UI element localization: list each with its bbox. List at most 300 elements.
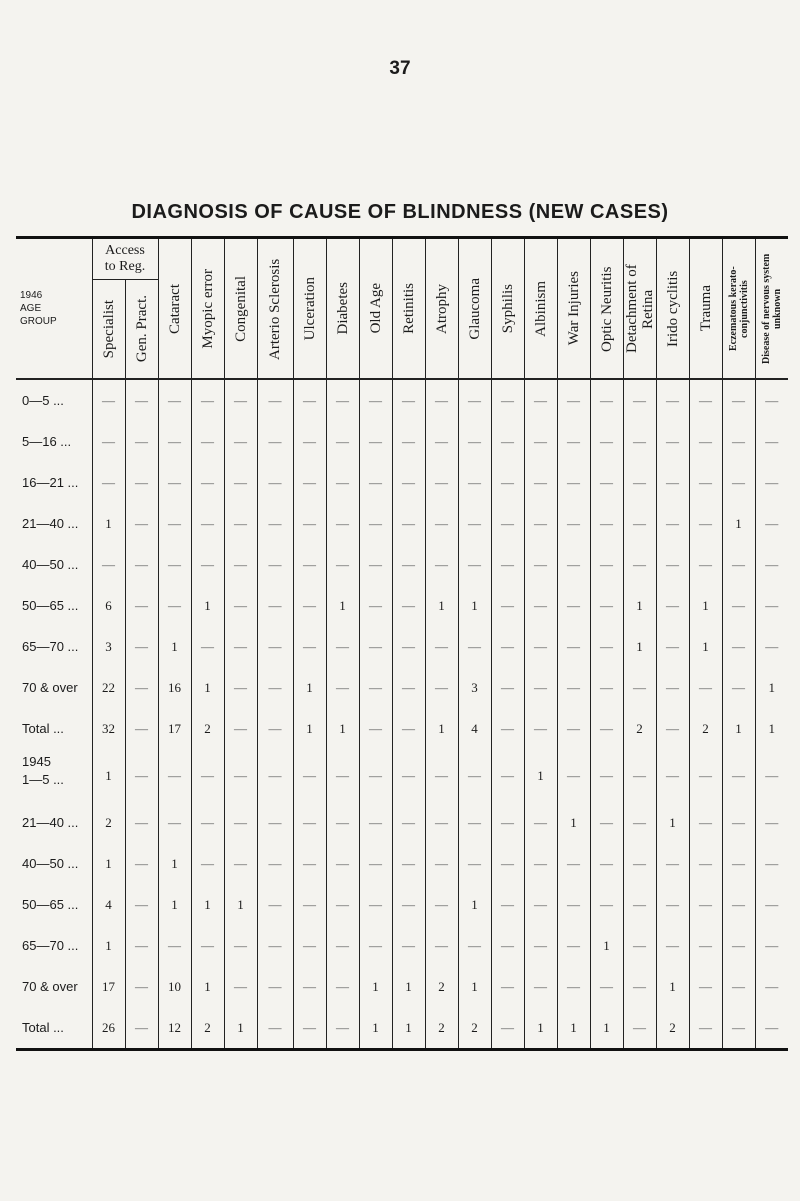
- row-label: 21—40 ...: [16, 503, 92, 544]
- table-cell: —: [656, 421, 689, 462]
- table-cell: —: [158, 462, 191, 503]
- table-cell: —: [458, 749, 491, 802]
- column-header: [590, 238, 623, 380]
- table-cell: —: [524, 503, 557, 544]
- table-cell: 4: [92, 884, 125, 925]
- table-cell: 4: [458, 708, 491, 749]
- table-cell: —: [458, 626, 491, 667]
- table-cell: —: [92, 462, 125, 503]
- table-cell: 1: [92, 749, 125, 802]
- table-cell: —: [293, 749, 326, 802]
- column-header: [293, 238, 326, 380]
- table-cell: —: [224, 379, 257, 421]
- table-cell: —: [491, 379, 524, 421]
- table-cell: —: [623, 843, 656, 884]
- table-cell: —: [755, 843, 788, 884]
- column-header: [623, 238, 656, 380]
- table-cell: —: [224, 966, 257, 1007]
- column-header: [191, 238, 224, 380]
- table-cell: 2: [425, 966, 458, 1007]
- table-cell: —: [257, 1007, 293, 1050]
- column-header: [524, 238, 557, 380]
- table-cell: —: [491, 421, 524, 462]
- table-cell: —: [392, 708, 425, 749]
- table-cell: —: [755, 544, 788, 585]
- table-cell: 1: [458, 966, 491, 1007]
- table-cell: 32: [92, 708, 125, 749]
- table-cell: —: [689, 503, 722, 544]
- column-header-label: War Injuries: [565, 271, 582, 346]
- table-cell: —: [125, 421, 158, 462]
- column-header-label: Disease of nervous system unknown: [760, 253, 783, 364]
- table-cell: —: [125, 749, 158, 802]
- table-cell: —: [425, 843, 458, 884]
- table-cell: —: [293, 503, 326, 544]
- table-cell: —: [656, 843, 689, 884]
- table-cell: —: [293, 462, 326, 503]
- table-cell: —: [590, 667, 623, 708]
- table-cell: —: [224, 544, 257, 585]
- table-cell: —: [458, 421, 491, 462]
- table-cell: —: [224, 749, 257, 802]
- table-cell: —: [326, 966, 359, 1007]
- table-cell: —: [491, 708, 524, 749]
- table-cell: —: [293, 884, 326, 925]
- table-cell: —: [722, 966, 755, 1007]
- table-cell: —: [656, 462, 689, 503]
- table-cell: —: [755, 585, 788, 626]
- table-cell: —: [158, 503, 191, 544]
- table-cell: —: [623, 884, 656, 925]
- table-cell: —: [158, 421, 191, 462]
- table-cell: —: [257, 667, 293, 708]
- table-cell: 1: [293, 667, 326, 708]
- table-cell: —: [425, 749, 458, 802]
- table-cell: —: [755, 421, 788, 462]
- column-header-label: Optic Neuritis: [598, 265, 615, 352]
- table-cell: —: [125, 843, 158, 884]
- table-cell: 1: [425, 585, 458, 626]
- table-cell: —: [191, 749, 224, 802]
- table-cell: —: [125, 667, 158, 708]
- table-cell: —: [623, 1007, 656, 1050]
- table-cell: —: [392, 884, 425, 925]
- table-cell: —: [191, 544, 224, 585]
- table-cell: —: [293, 925, 326, 966]
- table-row: [16, 462, 788, 503]
- column-header: [92, 280, 125, 380]
- table-cell: —: [491, 843, 524, 884]
- table-cell: —: [722, 843, 755, 884]
- table-cell: —: [722, 544, 755, 585]
- row-label: 70 & over: [16, 966, 92, 1007]
- table-row: [16, 585, 788, 626]
- column-header-label: Retinitis: [400, 283, 417, 334]
- table-cell: 1: [326, 585, 359, 626]
- table-cell: —: [92, 421, 125, 462]
- table-cell: —: [425, 626, 458, 667]
- table-row: [16, 1007, 788, 1050]
- table-cell: 1: [191, 585, 224, 626]
- table-cell: —: [656, 749, 689, 802]
- table-cell: —: [590, 544, 623, 585]
- table-cell: 17: [92, 966, 125, 1007]
- table-cell: —: [689, 1007, 722, 1050]
- table-cell: 1: [191, 884, 224, 925]
- table-cell: —: [293, 544, 326, 585]
- column-header-label: Atrophy: [433, 283, 450, 334]
- table-cell: —: [359, 884, 392, 925]
- table-cell: —: [458, 802, 491, 843]
- table-cell: —: [359, 544, 392, 585]
- table-cell: —: [623, 544, 656, 585]
- table-cell: 1: [92, 925, 125, 966]
- table-cell: —: [491, 884, 524, 925]
- table-cell: —: [689, 884, 722, 925]
- table-cell: —: [191, 802, 224, 843]
- table-cell: —: [326, 667, 359, 708]
- column-header-label: Cataract: [166, 283, 183, 334]
- table-cell: —: [590, 379, 623, 421]
- table-cell: —: [524, 884, 557, 925]
- access-to-register-header: Access to Reg.: [92, 238, 158, 280]
- table-cell: —: [293, 585, 326, 626]
- table-cell: —: [392, 626, 425, 667]
- row-label: 40—50 ...: [16, 544, 92, 585]
- column-header-label: Arterio Sclerosis: [267, 257, 284, 360]
- table-cell: —: [425, 379, 458, 421]
- table-cell: —: [590, 843, 623, 884]
- table-cell: 1: [191, 667, 224, 708]
- table-row: [16, 667, 788, 708]
- table-cell: —: [224, 585, 257, 626]
- table-row: [16, 884, 788, 925]
- table-cell: —: [689, 462, 722, 503]
- table-cell: 1: [158, 843, 191, 884]
- table-cell: 1: [392, 1007, 425, 1050]
- table-cell: —: [359, 802, 392, 843]
- table-cell: —: [158, 585, 191, 626]
- table-cell: —: [755, 379, 788, 421]
- table-cell: —: [191, 843, 224, 884]
- table-cell: 1: [425, 708, 458, 749]
- table-cell: —: [257, 421, 293, 462]
- table-cell: —: [224, 462, 257, 503]
- table-cell: —: [425, 462, 458, 503]
- table-cell: 1: [359, 1007, 392, 1050]
- table-cell: —: [359, 585, 392, 626]
- table-cell: —: [524, 626, 557, 667]
- table-cell: —: [257, 843, 293, 884]
- table-cell: —: [590, 966, 623, 1007]
- table-cell: —: [326, 544, 359, 585]
- table-cell: —: [491, 802, 524, 843]
- table-cell: —: [92, 379, 125, 421]
- table-row: [16, 544, 788, 585]
- age-group-header: 1946 AGE GROUP: [16, 238, 92, 380]
- table-cell: —: [557, 544, 590, 585]
- table-cell: —: [158, 379, 191, 421]
- table-cell: 1: [623, 585, 656, 626]
- table-cell: —: [458, 925, 491, 966]
- table-cell: —: [557, 421, 590, 462]
- column-header: [125, 280, 158, 380]
- column-header-label: Specialist: [100, 299, 117, 359]
- table-cell: 1: [158, 626, 191, 667]
- table-cell: —: [359, 462, 392, 503]
- table-cell: 12: [158, 1007, 191, 1050]
- table-cell: —: [257, 708, 293, 749]
- table-cell: —: [392, 925, 425, 966]
- table-cell: —: [755, 966, 788, 1007]
- table-cell: —: [359, 503, 392, 544]
- table-cell: 1: [191, 966, 224, 1007]
- table-cell: —: [491, 1007, 524, 1050]
- table-cell: —: [359, 421, 392, 462]
- table-cell: —: [224, 708, 257, 749]
- table-cell: —: [392, 802, 425, 843]
- table-cell: —: [722, 884, 755, 925]
- table-cell: 1: [590, 1007, 623, 1050]
- table-cell: 1: [623, 626, 656, 667]
- table-cell: —: [590, 503, 623, 544]
- column-header-label: Congenital: [232, 275, 249, 342]
- table-cell: 3: [92, 626, 125, 667]
- table-cell: —: [491, 462, 524, 503]
- table-cell: 1: [590, 925, 623, 966]
- table-cell: —: [158, 925, 191, 966]
- table-cell: 1: [359, 966, 392, 1007]
- table-cell: —: [689, 667, 722, 708]
- table-cell: —: [359, 626, 392, 667]
- table-cell: —: [257, 462, 293, 503]
- table-cell: —: [755, 749, 788, 802]
- table-cell: 1: [755, 708, 788, 749]
- table-cell: —: [458, 503, 491, 544]
- row-label: Total ...: [16, 1007, 92, 1050]
- table-cell: —: [293, 626, 326, 667]
- row-label: 0—5 ...: [16, 379, 92, 421]
- table-cell: —: [125, 1007, 158, 1050]
- table-row: [16, 503, 788, 544]
- table-cell: —: [656, 544, 689, 585]
- table-cell: —: [557, 884, 590, 925]
- column-header-label: Syphilis: [499, 283, 516, 334]
- table-cell: —: [689, 749, 722, 802]
- table-cell: 1: [656, 966, 689, 1007]
- column-header: [158, 238, 191, 380]
- table-cell: —: [524, 708, 557, 749]
- table-cell: 2: [425, 1007, 458, 1050]
- table-cell: —: [191, 379, 224, 421]
- table-cell: —: [722, 626, 755, 667]
- table-cell: —: [326, 884, 359, 925]
- table-cell: 22: [92, 667, 125, 708]
- table-cell: 1: [458, 585, 491, 626]
- table-cell: —: [392, 503, 425, 544]
- column-header: [722, 238, 755, 380]
- table-cell: —: [689, 925, 722, 966]
- table-cell: —: [491, 749, 524, 802]
- table-cell: —: [722, 802, 755, 843]
- column-header: [224, 238, 257, 380]
- table-cell: —: [125, 626, 158, 667]
- table-cell: —: [224, 925, 257, 966]
- table-cell: —: [623, 503, 656, 544]
- table-cell: —: [524, 544, 557, 585]
- table-cell: —: [359, 379, 392, 421]
- column-header-label: Irido cyclitis: [664, 270, 681, 347]
- table-cell: —: [491, 626, 524, 667]
- table-cell: —: [257, 544, 293, 585]
- row-label: 16—21 ...: [16, 462, 92, 503]
- table-cell: 2: [191, 708, 224, 749]
- column-header-label: Eczematous kerato-conjunctivitis: [727, 266, 750, 351]
- column-header-label: Trauma: [697, 285, 714, 332]
- table-cell: —: [755, 802, 788, 843]
- table-cell: —: [689, 379, 722, 421]
- table-cell: —: [524, 379, 557, 421]
- table-cell: —: [524, 966, 557, 1007]
- table-cell: —: [125, 884, 158, 925]
- table-cell: —: [359, 843, 392, 884]
- table-cell: —: [623, 749, 656, 802]
- table-cell: 1: [557, 1007, 590, 1050]
- table-cell: —: [257, 884, 293, 925]
- table-cell: —: [425, 503, 458, 544]
- table-cell: —: [326, 802, 359, 843]
- table-cell: —: [755, 503, 788, 544]
- table-row: [16, 802, 788, 843]
- table-cell: —: [257, 503, 293, 544]
- table-cell: —: [656, 667, 689, 708]
- table-cell: —: [722, 925, 755, 966]
- table-cell: —: [257, 585, 293, 626]
- row-label: Total ...: [16, 708, 92, 749]
- column-header: [392, 238, 425, 380]
- table-cell: —: [755, 626, 788, 667]
- table-cell: —: [656, 884, 689, 925]
- table-cell: —: [158, 802, 191, 843]
- column-header: [425, 238, 458, 380]
- table-cell: —: [191, 421, 224, 462]
- table-cell: 2: [92, 802, 125, 843]
- table-cell: —: [257, 802, 293, 843]
- table-cell: 2: [623, 708, 656, 749]
- table-cell: 2: [458, 1007, 491, 1050]
- table-cell: —: [224, 626, 257, 667]
- table-cell: —: [425, 884, 458, 925]
- table-cell: —: [557, 843, 590, 884]
- table-cell: —: [623, 667, 656, 708]
- table-cell: —: [557, 379, 590, 421]
- table-cell: —: [722, 667, 755, 708]
- table-cell: —: [590, 708, 623, 749]
- table-cell: —: [326, 379, 359, 421]
- table-cell: —: [392, 544, 425, 585]
- table-cell: —: [524, 925, 557, 966]
- table-cell: —: [623, 925, 656, 966]
- table-row: [16, 925, 788, 966]
- table-cell: —: [722, 462, 755, 503]
- table-cell: —: [359, 749, 392, 802]
- table-cell: —: [755, 884, 788, 925]
- table-cell: 1: [722, 503, 755, 544]
- table-cell: —: [425, 667, 458, 708]
- table-cell: —: [524, 843, 557, 884]
- table-cell: —: [557, 708, 590, 749]
- table-cell: 1: [326, 708, 359, 749]
- table-cell: 1: [557, 802, 590, 843]
- table-cell: —: [125, 462, 158, 503]
- table-cell: —: [224, 421, 257, 462]
- table-cell: —: [191, 503, 224, 544]
- table-cell: 1: [458, 884, 491, 925]
- table-cell: —: [359, 925, 392, 966]
- column-header: [557, 238, 590, 380]
- table-cell: —: [224, 843, 257, 884]
- table-cell: —: [224, 503, 257, 544]
- column-header-label: Myopic error: [199, 268, 216, 349]
- row-label: 1945 1—5 ...: [16, 749, 92, 802]
- table-cell: —: [722, 421, 755, 462]
- table-cell: —: [524, 667, 557, 708]
- blindness-diagnosis-table: [16, 236, 788, 1051]
- table-row: [16, 843, 788, 884]
- table-cell: —: [491, 503, 524, 544]
- column-header: [326, 238, 359, 380]
- table-cell: —: [158, 749, 191, 802]
- table-cell: —: [326, 925, 359, 966]
- column-header: [257, 238, 293, 380]
- table-cell: —: [557, 585, 590, 626]
- table-cell: —: [722, 1007, 755, 1050]
- table-cell: 2: [656, 1007, 689, 1050]
- table-cell: 1: [392, 966, 425, 1007]
- table-cell: —: [755, 925, 788, 966]
- table-cell: —: [623, 966, 656, 1007]
- table-cell: —: [392, 843, 425, 884]
- table-cell: —: [326, 626, 359, 667]
- table-cell: —: [392, 379, 425, 421]
- row-label: 40—50 ...: [16, 843, 92, 884]
- table-cell: —: [92, 544, 125, 585]
- table-cell: —: [491, 544, 524, 585]
- table-row: [16, 708, 788, 749]
- table-cell: —: [524, 585, 557, 626]
- table-cell: —: [623, 802, 656, 843]
- table-cell: 1: [293, 708, 326, 749]
- table-cell: —: [293, 966, 326, 1007]
- table-cell: —: [257, 626, 293, 667]
- table-cell: —: [125, 503, 158, 544]
- column-header-label: Albinism: [532, 280, 549, 337]
- table-cell: —: [755, 1007, 788, 1050]
- table-cell: —: [326, 503, 359, 544]
- table-cell: —: [326, 749, 359, 802]
- table-cell: —: [557, 925, 590, 966]
- table-row: [16, 749, 788, 802]
- table-cell: —: [491, 925, 524, 966]
- table-cell: —: [491, 585, 524, 626]
- table-cell: —: [590, 802, 623, 843]
- table-cell: 1: [224, 1007, 257, 1050]
- column-header-label: Glaucoma: [466, 277, 483, 340]
- column-header-label: Gen. Pract.: [133, 295, 150, 363]
- table-cell: —: [425, 925, 458, 966]
- table-cell: —: [557, 503, 590, 544]
- table-row: [16, 626, 788, 667]
